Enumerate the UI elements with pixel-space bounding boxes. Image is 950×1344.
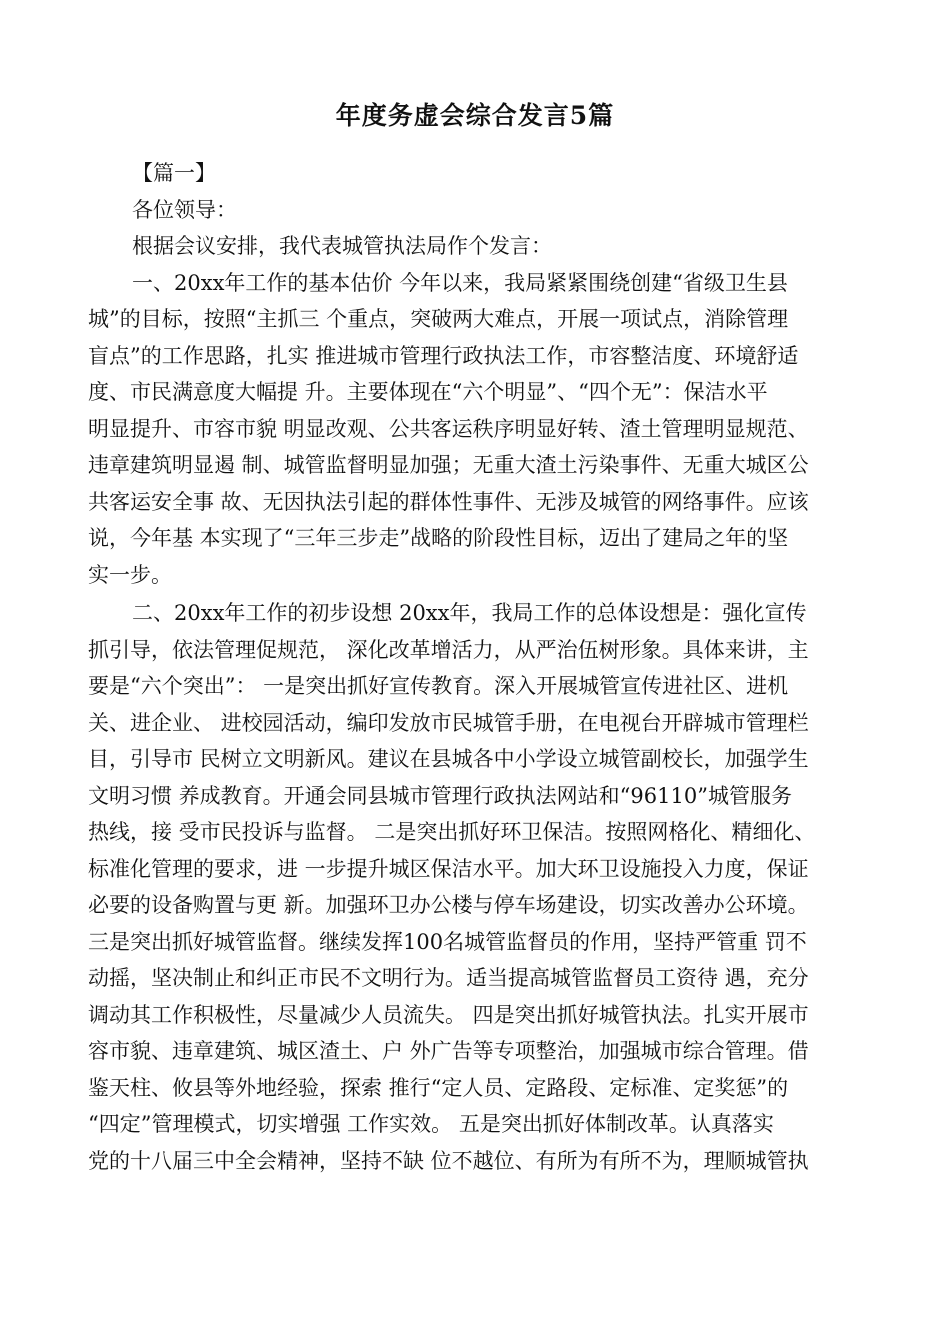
paragraph-line: 热线，接 受市民投诉与监督。 二是突出抓好环卫保洁。按照网格化、精细化、 [88,820,816,844]
paragraph-line: 说，今年基 本实现了“三年三步走”战略的阶段性目标，迈出了建局之年的坚 [88,526,789,550]
paragraph-line: 城”的目标，按照“主抓三 个重点，突破两大难点，开展一项试点，消除管理 [88,307,789,331]
salutation: 各位领导： [132,197,237,222]
paragraph-line: 一、20xx年工作的基本估价 今年以来，我局紧紧围绕创建“省级卫生县 [132,270,788,295]
paragraph-line: 度、市民满意度大幅提 升。主要体现在“六个明显”、“四个无”：保洁水平 [88,380,768,404]
paragraph-line: 二、20xx年工作的初步设想 20xx年，我局工作的总体设想是：强化宣传 [132,601,807,625]
paragraph-line: 要是“六个突出”： 一是突出抓好宣传教育。深入开展城管宣传进社区、进机 [88,674,789,698]
paragraph-line: 关、进企业、 进校园活动，编印发放市民城管手册，在电视台开辟城市管理栏 [88,710,809,735]
paragraph-line: 调动其工作积极性，尽量减少人员流失。 四是突出抓好城管执法。扎实开展市 [88,1002,809,1027]
paragraph-line: 三是突出抓好城管监督。继续发挥100名城管监督员的作用，坚持严管重 罚不 [88,929,807,954]
paragraph-line: 文明习惯 养成教育。开通会同县城市管理行政执法网站和“96110”城管服务 [88,783,792,808]
paragraph-line: 目，引导市 民树立文明新风。建议在县城各中小学设立城管副校长，加强学生 [88,747,809,771]
paragraph-line: 鉴天柱、攸县等外地经验，探索 推行“定人员、定路段、定标准、定奖惩”的 [88,1075,789,1100]
paragraph-line: 违章建筑明显遏 制、城管监督明显加强；无重大渣土污染事件、无重大城区公 [88,453,809,477]
paragraph-line: 容市貌、违章建筑、城区渣土、户 外广告等专项整治，加强城市综合管理。借 [88,1039,809,1063]
document-title: 年度务虚会综合发言5篇 [335,101,615,130]
paragraph-line: 必要的设备购置与更 新。加强环卫办公楼与停车场建设，切实改善办公环境。 [88,893,809,917]
paragraph-line: 动摇，坚决制止和纠正市民不文明行为。适当提高城管监督员工资待 遇，充分 [88,966,809,990]
paragraph-line: 抓引导，依法管理促规范， 深化改革增活力，从严治伍树形象。具体来讲，主 [88,637,809,662]
paragraph-line: 共客运安全事 故、无因执法引起的群体性事件、无涉及城管的网络事件。应该 [88,489,809,514]
paragraph-line: 标准化管理的要求，进 一步提升城区保洁水平。加大环卫设施投入力度，保证 [88,856,809,881]
section-heading: 【篇一】 [132,161,216,185]
paragraph-line: 盲点”的工作思路，扎实 推进城市管理行政执法工作，市容整洁度、环境舒适 [88,343,799,368]
paragraph-line: 实一步。 [88,562,172,587]
document-body [88,155,863,1179]
intro-line: 根据会议安排，我代表城管执法局作个发言： [132,234,552,258]
paragraph-line: 党的十八届三中全会精神，坚持不缺 位不越位、有所为有所不为，理顺城管执 [88,1148,809,1173]
paragraph-line: “四定”管理模式，切实增强 工作实效。 五是突出抓好体制改革。认真落实 [88,1112,774,1136]
paragraph-line: 明显提升、市容市貌 明显改观、公共客运秩序明显好转、渣土管理明显规范、 [88,416,809,441]
